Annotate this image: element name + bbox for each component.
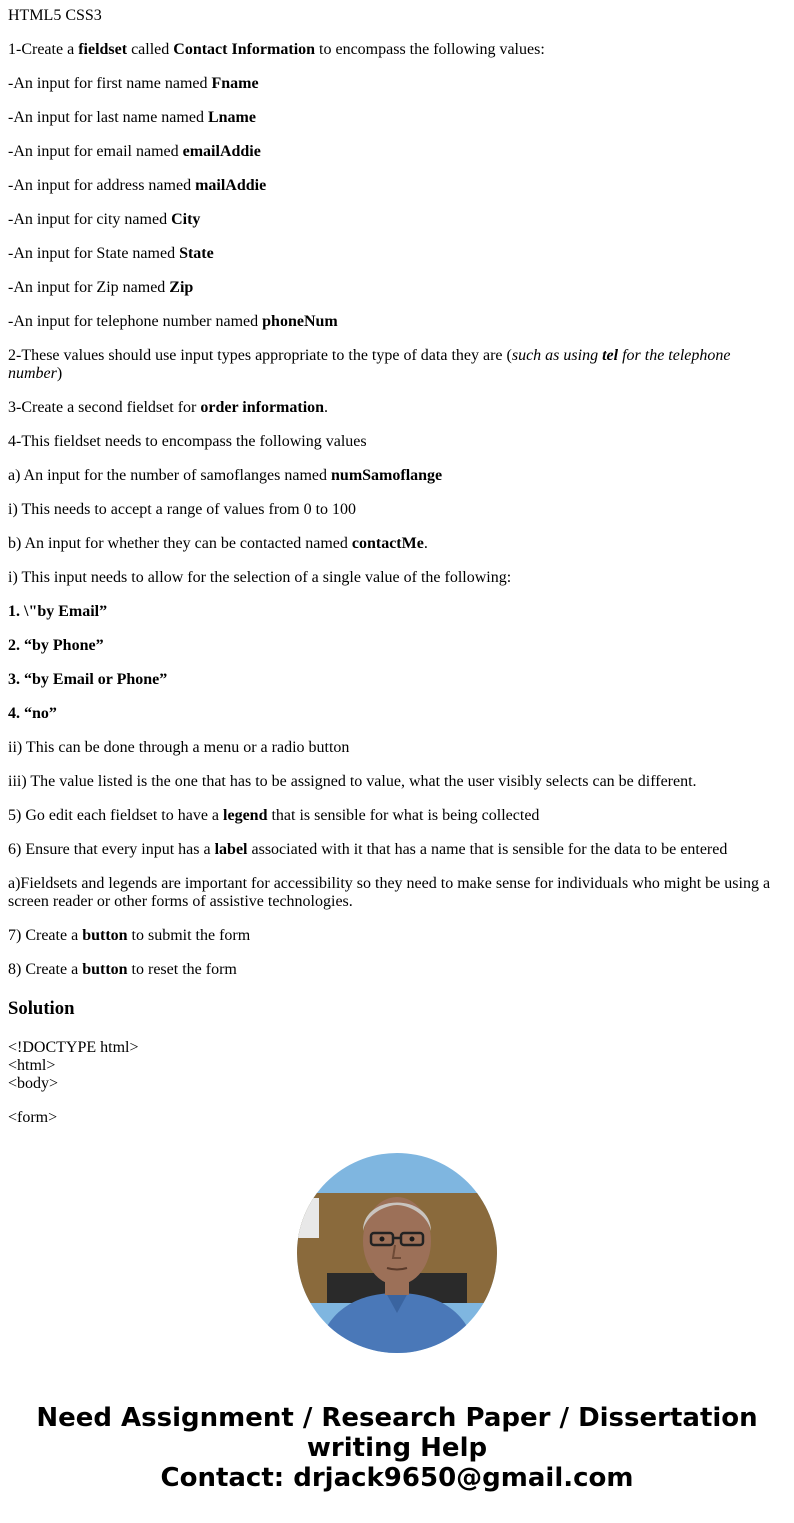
instruction-paragraph <box>8 671 786 689</box>
text-run: 7) Create a <box>8 927 83 944</box>
emphasis-text: tel <box>602 347 619 364</box>
instruction-paragraph <box>8 961 786 979</box>
bold-text: button <box>82 961 128 978</box>
instruction-paragraph <box>8 501 786 519</box>
text-run: a)Fieldsets and legends are important for accessibility so they need to make sense for individuals who might be using a screen reader or other forms of assistive technologies. <box>8 875 771 910</box>
instruction-paragraph <box>8 211 786 229</box>
bold-text: button <box>82 927 128 944</box>
code-line-form: <form> <box>8 1109 58 1126</box>
italic-text: such as using <box>511 347 603 364</box>
bold-text: phoneNum <box>262 313 338 330</box>
text-run: . <box>324 399 329 416</box>
text-run: to reset the form <box>127 961 237 978</box>
bold-text: City <box>171 211 201 228</box>
text-run: -An input for city named <box>8 211 172 228</box>
text-run: called <box>127 41 174 58</box>
text-run: 1-Create a <box>8 41 79 58</box>
bold-text: order information <box>200 399 325 416</box>
text-run: to submit the form <box>127 927 251 944</box>
text-run: i) This needs to accept a range of values from 0 to 100 <box>8 501 357 518</box>
bold-text: State <box>179 245 214 262</box>
italic-text: for the telephone number <box>8 347 731 382</box>
text-run: -An input for address named <box>8 177 196 194</box>
text-run: -An input for telephone number named <box>8 313 263 330</box>
instruction-paragraph <box>8 569 786 587</box>
bold-text: fieldset <box>78 41 128 58</box>
code-line-body: <body> <box>8 1075 59 1092</box>
bold-text: label <box>214 841 248 858</box>
person-photo-icon <box>297 1153 497 1353</box>
bold-text <box>602 347 618 364</box>
banner-line-1: Need Assignment / Research Paper / Dissertation <box>36 1403 758 1433</box>
text-run: to encompass the following values: <box>315 41 545 58</box>
bold-text: contactMe <box>351 535 424 552</box>
banner-line-2: writing Help <box>306 1433 488 1463</box>
instruction-paragraph <box>8 927 786 945</box>
text-run: 4-This fieldset needs to encompass the following values <box>8 433 367 450</box>
instruction-paragraph <box>8 705 786 723</box>
instruction-paragraph <box>8 467 786 485</box>
text-run: 8) Create a <box>8 961 83 978</box>
bold-text: numSamoflange <box>331 467 443 484</box>
instruction-paragraph <box>8 279 786 297</box>
code-line-doctype: <!DOCTYPE html> <box>8 1039 139 1056</box>
instruction-paragraph <box>8 109 786 127</box>
text-run: associated with it that has a name that is sensible for the data to be entered <box>247 841 728 858</box>
solution-heading: Solution <box>8 998 75 1019</box>
bold-text: Contact Information <box>173 41 316 58</box>
text-run: iii) The value listed is the one that has to be assigned to value, what the user visibly selects can be different. <box>8 773 697 790</box>
bold-text: 2. “by Phone” <box>8 637 104 654</box>
text-run: 3-Create a second fieldset for <box>8 399 201 416</box>
instruction-paragraph <box>8 177 786 195</box>
text-run: a) An input for the number of samoflanges named <box>8 467 332 484</box>
instruction-paragraph <box>8 41 786 59</box>
instruction-paragraph <box>8 603 786 621</box>
instruction-paragraph <box>8 75 786 93</box>
instruction-paragraph <box>8 807 786 825</box>
instruction-paragraph <box>8 399 786 417</box>
text-run: -An input for last name named <box>8 109 208 126</box>
text-run: -An input for email named <box>8 143 183 160</box>
instruction-paragraph <box>8 637 786 655</box>
banner-contact-email: Contact: drjack9650@gmail.com <box>160 1463 634 1493</box>
text-run: 2-These values should use input types appropriate to the type of data they are ( <box>8 347 512 364</box>
instruction-paragraph <box>8 245 786 263</box>
assignment-instructions <box>8 41 786 979</box>
instruction-paragraph <box>8 841 786 859</box>
bold-text: Zip <box>169 279 194 296</box>
text-run: . <box>423 535 428 552</box>
text-run: -An input for State named <box>8 245 180 262</box>
bold-text: 3. “by Email or Phone” <box>8 671 168 688</box>
code-block <box>8 1039 786 1093</box>
text-run: ) <box>56 365 63 382</box>
instruction-paragraph <box>8 143 786 161</box>
text-run: -An input for first name named <box>8 75 212 92</box>
instruction-paragraph <box>8 773 786 791</box>
bold-text: legend <box>223 807 268 824</box>
help-contact-banner <box>0 1403 794 1493</box>
bold-text: Lname <box>207 109 256 126</box>
instruction-paragraph <box>8 313 786 331</box>
document-title: HTML5 CSS3 <box>8 7 102 24</box>
bold-text: Fname <box>211 75 259 92</box>
author-avatar <box>297 1153 497 1353</box>
text-run: b) An input for whether they can be contacted named <box>8 535 352 552</box>
text-run: that is sensible for what is being collected <box>267 807 540 824</box>
instruction-paragraph <box>8 739 786 757</box>
code-line-html: <html> <box>8 1057 56 1074</box>
text-run: ii) This can be done through a menu or a radio button <box>8 739 350 756</box>
text-run: i) This input needs to allow for the selection of a single value of the following: <box>8 569 512 586</box>
bold-text: 1. \"by Email” <box>8 603 108 620</box>
text-run: 5) Go edit each fieldset to have a <box>8 807 224 824</box>
instruction-paragraph <box>8 347 786 383</box>
bold-text: 4. “no” <box>8 705 57 722</box>
bold-text: mailAddie <box>195 177 267 194</box>
text-run: 6) Ensure that every input has a <box>8 841 215 858</box>
instruction-paragraph <box>8 433 786 451</box>
instruction-paragraph <box>8 535 786 553</box>
bold-text: emailAddie <box>182 143 261 160</box>
text-run: -An input for Zip named <box>8 279 170 296</box>
instruction-paragraph <box>8 875 786 911</box>
